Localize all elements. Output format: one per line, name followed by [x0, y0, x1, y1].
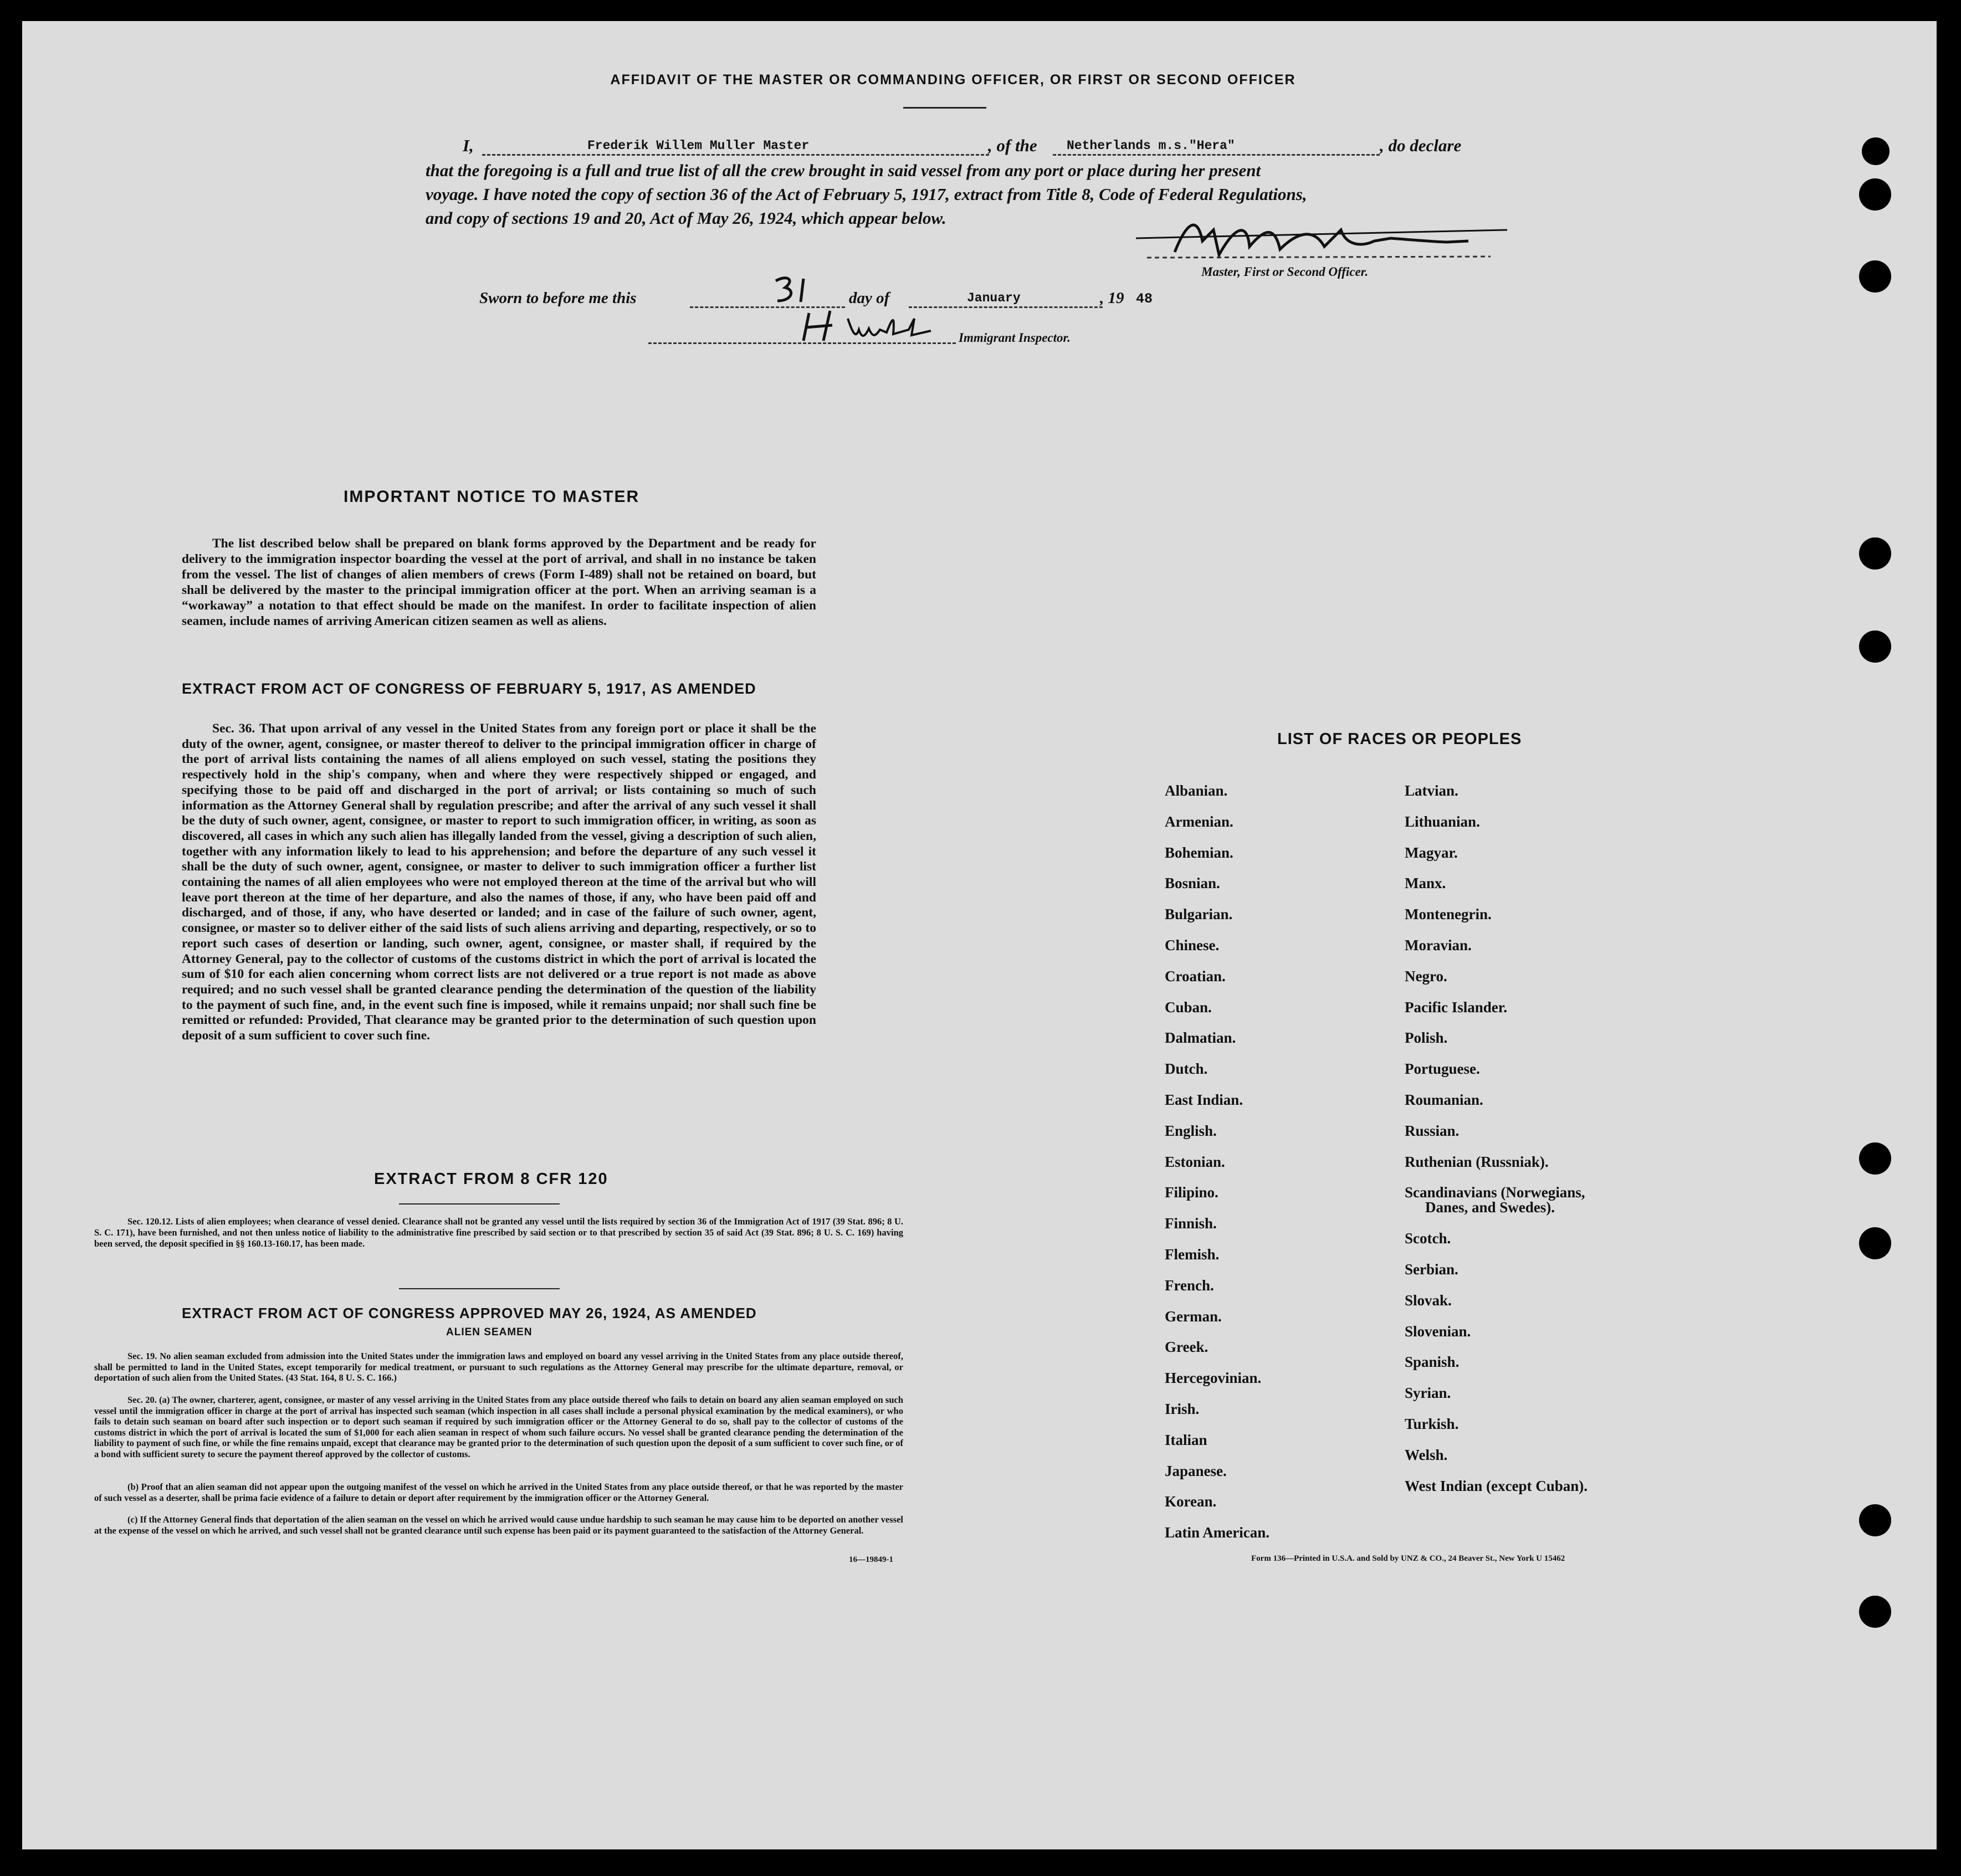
affidavit-text-line2: voyage. I have noted the copy of section 36 of the Act of February 5, 1917, extract from Title 8, Code of Federal Regulations, — [426, 184, 1307, 204]
race-item: Portuguese. — [1405, 1060, 1480, 1078]
race-item: Slovak. — [1405, 1291, 1452, 1309]
punch-hole — [1859, 631, 1891, 663]
year-prefix: , 19 — [1100, 289, 1124, 307]
sworn-day-handwritten — [773, 274, 817, 307]
race-item: Turkish. — [1405, 1416, 1459, 1432]
affidavit-text-line3: and copy of sections 19 and 20, Act of May 26, 1924, which appear below. — [426, 208, 946, 228]
race-item: Flemish. — [1165, 1246, 1220, 1263]
extract-1924-subtitle: ALIEN SEAMEN — [446, 1326, 533, 1338]
title-rule — [903, 107, 986, 109]
do-declare-label: , do declare — [1380, 136, 1462, 155]
punch-hole — [1859, 1596, 1891, 1628]
notice-title: IMPORTANT NOTICE TO MASTER — [344, 488, 640, 506]
sworn-month: January — [967, 291, 1021, 305]
race-item: Montenegrin. — [1405, 906, 1492, 923]
punch-hole — [1859, 537, 1891, 570]
extract-1924-title: EXTRACT FROM ACT OF CONGRESS APPROVED MAY 26, 1924, AS AMENDED — [182, 1305, 757, 1321]
race-item: Armenian. — [1165, 813, 1233, 830]
master-signature — [1136, 208, 1513, 269]
race-item: Spanish. — [1405, 1354, 1460, 1371]
race-item: Scandinavians (Norwegians, — [1405, 1184, 1585, 1201]
cfr-bottom-rule — [399, 1288, 560, 1289]
extract-1917-text: Sec. 36. That upon arrival of any vessel in the United States from any foreign port or place it shall be the duty of the owner, agent, consignee, or master thereof to deliver to the principal immigration officer in charge of the port of arrival lists containing the names of all aliens employed on such vessel, stating the positions they respectively hold in the ship's company, when and where they were respectively shipped or engaged, and specifying those to be paid off and discharged in the port of arrival; or lists containing so much of such information as the Attorney General shall by regulation prescribe; and after the arrival of any such vessel it shall be the duty of such owner, agent, consignee, or master to report to such immigration officer, in writing, as soon as discovered, all cases in which any such alien has illegally landed from the vessel, giving a description of such alien, together with any information likely to lead to his apprehension; and before the departure of any such vessel it shall be the duty of such owner, agent, consignee, or master to deliver to such immigration officer a further list containing the names of all alien employees who were not employed thereon at the time of the arrival but who will leave port thereon at the time of her departure, and also the names of those, if any, who have been paid off and discharged, and of those, if any, who have deserted or landed; and in case of the failure of such owner, agent, consignee, or master so to deliver either of the said lists of such aliens arriving and departing, respectively, or so to report such cases of desertion or landing, such owner, agent, consignee, or master shall, if required by the Attorney General, pay to the collector of customs of the customs district in which the port of arrival is located the sum of $10 for each alien concerning whom correct lists are not delivered or a true report is not made as above required; and no such vessel shall be granted clearance pending the determination of the question of the liability to the payment of such fine, and, in the event such fine is imposed, while it remains unpaid; nor shall such fine be remitted or refunded: Provided, That clearance may be granted prior to the determination of such question upon deposit of a sum sufficient to cover such fine. — [182, 721, 816, 1043]
race-item: Italian — [1165, 1431, 1207, 1448]
punch-hole — [1859, 1142, 1891, 1175]
extract-cfr-text: Sec. 120.12. Lists of alien employees; when clearance of vessel denied. Clearance shall not be granted any vessel until the lists required by section 36 of the Immigration Act of 1917 (39 Stat. 896; 8 U. S. C. 171), have been furnished, and not then unless notice of liability to the administrative fine prescribed by said section or to that prescribed by section 35 of said Act (39 Stat. 896; 8 U. S. C. 169) having been served, the deposit specified in §§ 160.13-160.17, has been made. — [94, 1216, 903, 1249]
affidavit-text-line1: that the foregoing is a full and true list of all the crew brought in said vessel from any port or place during her present — [426, 161, 1261, 180]
race-item: Welsh. — [1405, 1446, 1448, 1463]
race-item: Moravian. — [1405, 937, 1472, 954]
race-item: Japanese. — [1165, 1462, 1227, 1479]
race-item: Irish. — [1165, 1401, 1200, 1417]
i-label: I, — [463, 136, 474, 155]
master-name: Frederik Willem Muller Master — [587, 139, 810, 153]
race-item: Syrian. — [1405, 1385, 1451, 1402]
master-name-line — [482, 154, 989, 156]
race-item: Filipino. — [1165, 1184, 1218, 1201]
race-item: West Indian (except Cuban). — [1405, 1477, 1588, 1494]
race-item: Slovenian. — [1405, 1323, 1471, 1340]
notice-text: The list described below shall be prepared on blank forms approved by the Department and be ready for delivery to the immigration inspector boarding the vessel at the port of arrival, and shall in no instance be taken from the vessel. The list of changes of alien members of crews (Form I-489) shall not be retained on board, but shall be delivered by the master to the principal immigration officer at the port. When an arriving seaman is a “workaway” a notation to that effect should be made on the manifest. In order to facilitate inspection of alien seamen, include names of arriving American citizen seamen as well as aliens. — [182, 536, 816, 628]
vessel-name: Netherlands m.s."Hera" — [1067, 139, 1235, 153]
extract-1924-sec20b: (b) Proof that an alien seaman did not appear upon the outgoing manifest of the vessel on which he arrived in the United States from any place outside thereof, or that he was reported by the master of such vessel as a deserter, shall be prima facie evidence of a failure to detain or deport after requirement by the immigration officer or the Attorney General. — [94, 1482, 903, 1503]
race-item: Bulgarian. — [1165, 906, 1233, 923]
race-item: Finnish. — [1165, 1215, 1217, 1232]
race-item: Dutch. — [1165, 1060, 1208, 1078]
race-item: Hercegovinian. — [1165, 1370, 1262, 1387]
race-item: Scotch. — [1405, 1230, 1451, 1247]
inspector-caption: Immigrant Inspector. — [959, 331, 1071, 345]
inspector-signature — [798, 307, 964, 346]
extract-1924-sec20c: (c) If the Attorney General finds that deportation of the alien seaman on the vessel on which he arrived would cause undue hardship to such seaman he may cause him to be deported on another vessel at the expense of the vessel on which he arrived, and such vessel shall not be granted clearance until such expense has been paid or its payment guaranteed to the satisfaction of the Attorney General. — [94, 1514, 903, 1536]
print-code: 16—19849-1 — [849, 1555, 893, 1564]
extract-1924-sec20a: Sec. 20. (a) The owner, charterer, agent, consignee, or master of any vessel arriving in the United States from any place outside thereof who fails to detain on board any alien seaman employed on such vessel until the immigration officer in charge at the port of arrival has inspected such seaman (which inspection in all cases shall include a personal physical examination by the medical examiners), or who fails to detain such seaman on board after such inspection or to deport such seaman if required by such immigration officer or the Attorney General to do so, shall pay to the collector of customs of the customs district in which the port of arrival is located the sum of $1,000 for each alien seaman in respect of whom such failure occurs. No vessel shall be granted clearance pending the determination of the liability to payment of such fine, or while the fine remains unpaid, except that clearance may be granted prior to the determination of such question upon the deposit of a sum sufficient to cover such fine, or of a bond with sufficient surety to secure the payment thereof approved by the collector of customs. — [94, 1395, 903, 1459]
affidavit-title: AFFIDAVIT OF THE MASTER OR COMMANDING OFFICER, OR FIRST OR SECOND OFFICER — [610, 72, 1296, 88]
race-item: Negro. — [1405, 967, 1447, 985]
race-item: English. — [1165, 1122, 1217, 1139]
punch-hole — [1862, 137, 1890, 165]
punch-hole — [1859, 178, 1891, 211]
race-item: Serbian. — [1405, 1261, 1458, 1278]
race-item: Latin American. — [1165, 1524, 1269, 1541]
race-item: East Indian. — [1165, 1091, 1243, 1108]
extract-1924-sec19: Sec. 19. No alien seaman excluded from admission into the United States under the immigration laws and employed on board any vessel arriving in the United States from any place outside thereof, shall be permitted to land in the United States, except temporarily for medical treatment, or pursuant to such regulations as the Attorney General may prescribe for the ultimate departure, removal, or deportation of such alien from the United States. (43 Stat. 164, 8 U. S. C. 166.) — [94, 1351, 903, 1383]
race-item: French. — [1165, 1277, 1214, 1294]
race-item: Latvian. — [1405, 782, 1458, 799]
race-item: Bosnian. — [1165, 875, 1220, 892]
extract-cfr-title: EXTRACT FROM 8 CFR 120 — [374, 1170, 608, 1188]
race-item: Chinese. — [1165, 937, 1220, 954]
punch-hole — [1859, 1227, 1891, 1259]
race-item: Bohemian. — [1165, 844, 1233, 861]
sworn-label: Sworn to before me this — [479, 289, 637, 307]
race-item: Polish. — [1405, 1029, 1448, 1047]
cfr-rule — [399, 1203, 560, 1204]
race-item: Manx. — [1405, 875, 1446, 892]
day-of-label: day of — [849, 289, 890, 307]
race-item: German. — [1165, 1308, 1222, 1325]
signature-caption: Master, First or Second Officer. — [1201, 265, 1369, 279]
race-item: Roumanian. — [1405, 1091, 1483, 1108]
race-item: Greek. — [1165, 1339, 1209, 1356]
race-item: Magyar. — [1405, 844, 1458, 861]
form-note: Form 136—Printed in U.S.A. and Sold by UNZ & CO., 24 Beaver St., New York U 15462 — [1251, 1554, 1565, 1563]
race-item: Lithuanian. — [1405, 813, 1480, 830]
race-item: Russian. — [1405, 1122, 1460, 1139]
race-item: Croatian. — [1165, 967, 1226, 985]
race-item: Danes, and Swedes). — [1425, 1199, 1555, 1216]
punch-hole — [1859, 260, 1891, 293]
year-suffix: 48 — [1136, 291, 1153, 307]
races-title: LIST OF RACES OR PEOPLES — [1277, 730, 1522, 748]
extract-1917-title: EXTRACT FROM ACT OF CONGRESS OF FEBRUARY 5, 1917, AS AMENDED — [182, 680, 756, 697]
of-the-label: , of the — [988, 136, 1037, 155]
race-item: Dalmatian. — [1165, 1029, 1236, 1047]
vessel-name-line — [1053, 154, 1380, 156]
race-item: Pacific Islander. — [1405, 998, 1507, 1016]
race-item: Albanian. — [1165, 782, 1228, 799]
race-item: Cuban. — [1165, 998, 1212, 1016]
race-item: Ruthenian (Russniak). — [1405, 1153, 1549, 1170]
punch-hole — [1859, 1504, 1891, 1536]
race-item: Korean. — [1165, 1493, 1217, 1510]
race-item: Estonian. — [1165, 1153, 1225, 1170]
